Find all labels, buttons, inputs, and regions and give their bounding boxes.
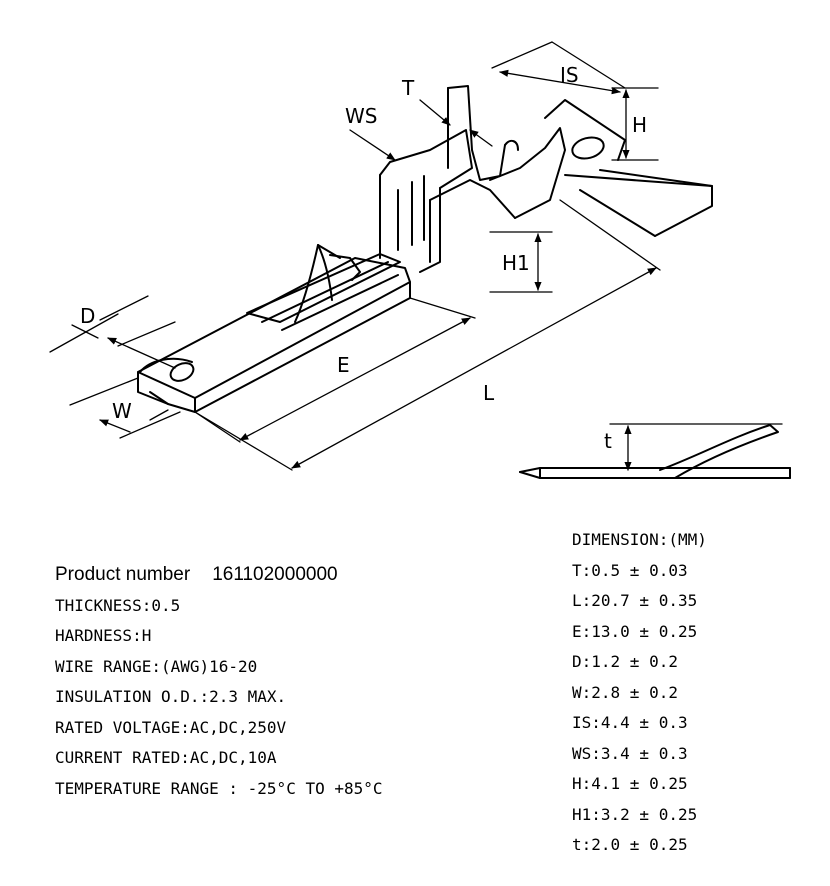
dimension-H: H:4.1 ± 0.25 [572,774,688,793]
dimension-H1: H1:3.2 ± 0.25 [572,804,698,824]
dimension-E: E:13.0 ± 0.25 [572,621,698,641]
spec-list [55,560,383,804]
label-L: L [483,381,495,405]
dimension-L: L:20.7 ± 0.35 [572,591,698,610]
label-WS: WS [345,104,378,128]
label-H: H [632,113,648,137]
product-number-label: Product number [55,564,191,585]
label-t: t [604,429,612,453]
dimension-list [572,525,707,861]
spec-wire-range: WIRE RANGE:(AWG)16-20 [55,656,258,676]
dimension-header: DIMENSION:(MM) [572,530,707,549]
spec-current-rated: CURRENT RATED:AC,DC,10A [55,748,277,767]
dimension-t: t:2.0 ± 0.25 [572,835,688,854]
side-view [520,424,790,478]
label-IS: IS [560,63,579,87]
product-number [55,560,383,591]
dimension-WS: WS:3.4 ± 0.3 [572,743,688,763]
product-number-value: 161102000000 [212,564,338,585]
spec-hardness: HARDNESS:H [55,626,152,645]
spec-thickness: THICKNESS:0.5 [55,595,181,615]
dimension-W: W:2.8 ± 0.2 [572,682,678,702]
spec-rated-voltage: RATED VOLTAGE:AC,DC,250V [55,717,287,737]
spec-temperature-range: TEMPERATURE RANGE : -25°C TO +85°C [55,778,383,798]
label-W: W [112,399,132,423]
label-E: E [337,353,350,377]
label-D: D [80,304,96,328]
label-H1: H1 [502,251,530,275]
label-T: T [402,76,415,100]
dimension-T: T:0.5 ± 0.03 [572,560,688,580]
dimension-IS: IS:4.4 ± 0.3 [572,713,688,732]
dimension-D: D:1.2 ± 0.2 [572,652,678,671]
spec-insulation: INSULATION O.D.:2.3 MAX. [55,687,287,706]
